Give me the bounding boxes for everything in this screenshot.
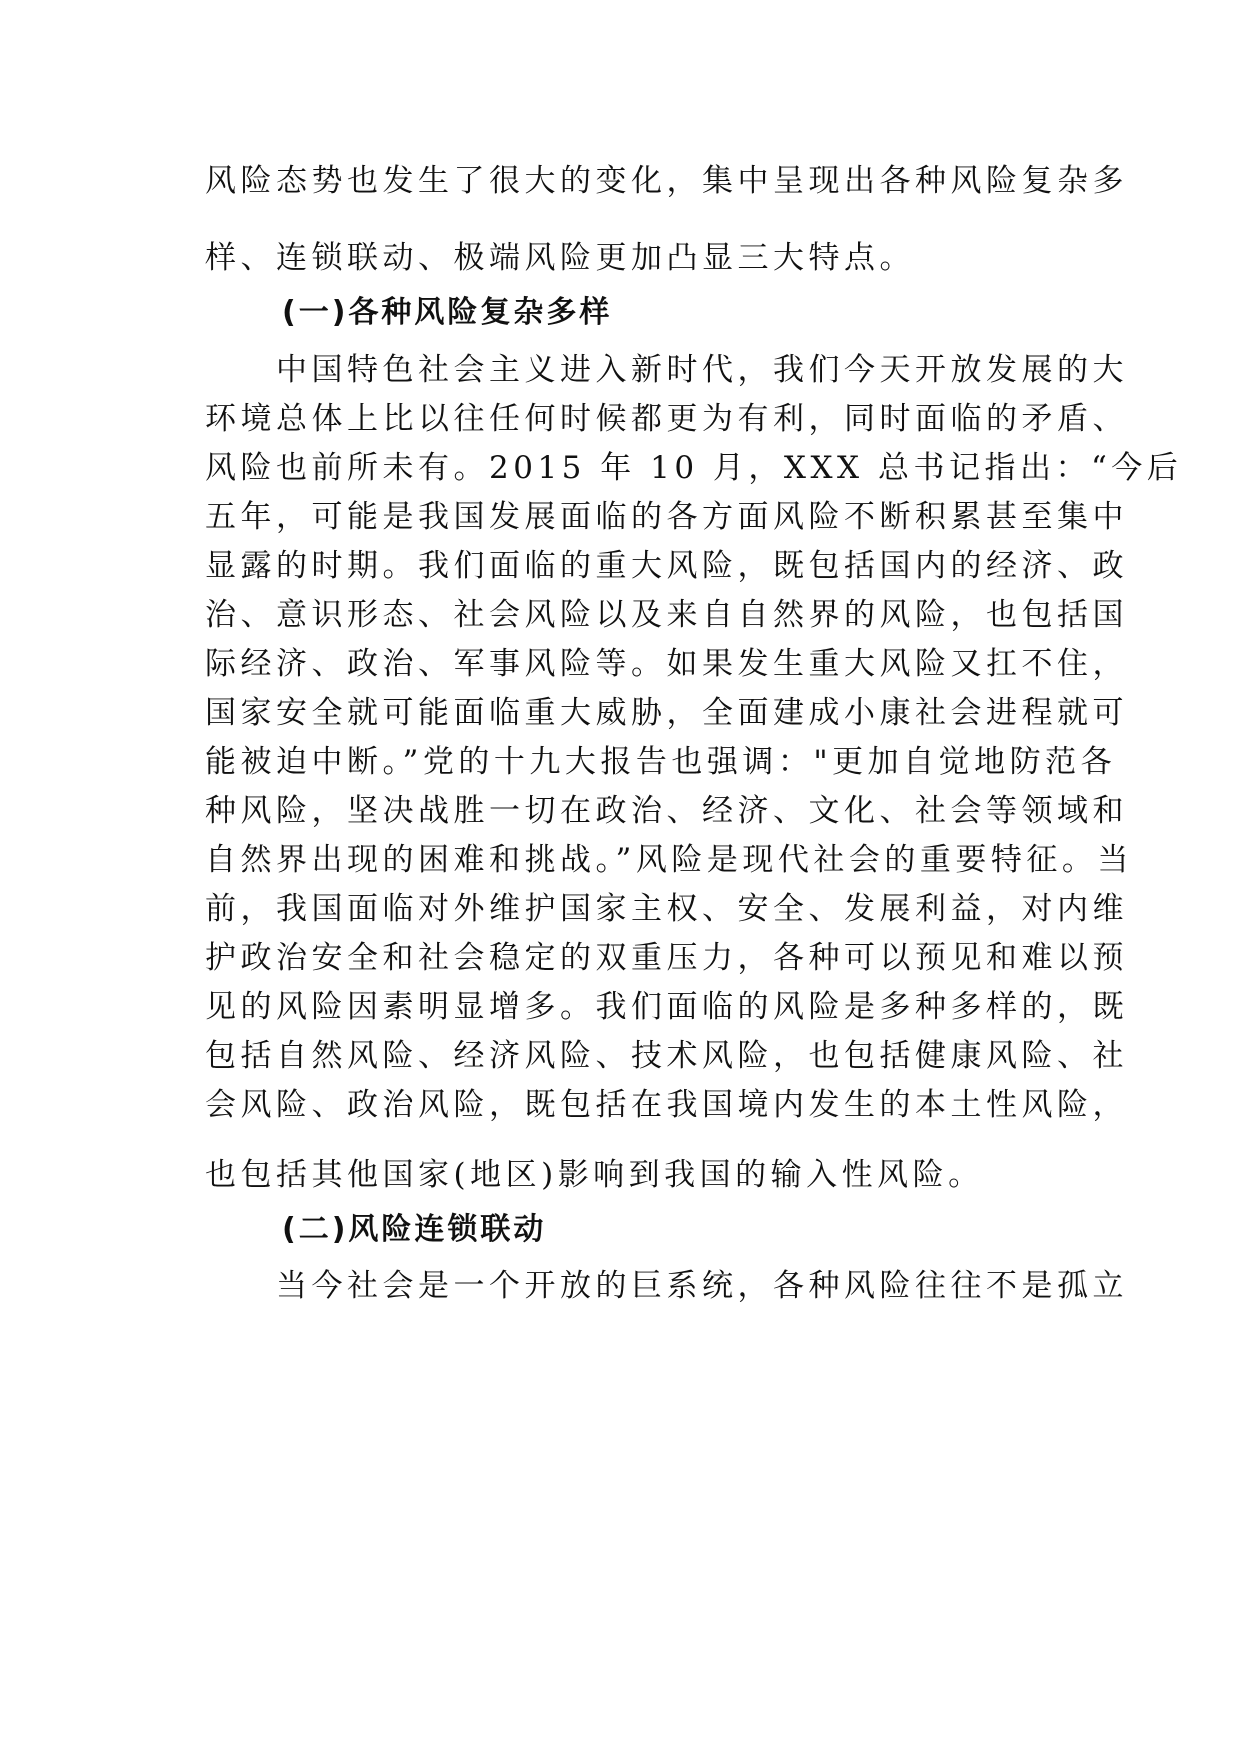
- section-heading-1: (一)各种风险复杂多样: [282, 295, 613, 330]
- text-line: 际经济、政治、军事风险等。如果发生重大风险又扛不住，: [205, 646, 1128, 682]
- text-line: 也包括其他国家(地区)影响到我国的输入性风险。: [205, 1157, 984, 1193]
- text-line: 能被迫中断。”党的十九大报告也强调："更加自觉地防范各: [205, 744, 1117, 780]
- section-heading-2: (二)风险连锁联动: [282, 1212, 547, 1247]
- text-line: 种风险，坚决战胜一切在政治、经济、文化、社会等领域和: [205, 793, 1128, 829]
- text-line: 风险也前所未有。2015 年 10 月，XXX 总书记指出：“今后: [205, 450, 1183, 486]
- text-line: 当今社会是一个开放的巨系统，各种风险往往不是孤立: [205, 1268, 1128, 1304]
- text-line: 风险态势也发生了很大的变化，集中呈现出各种风险复杂多: [205, 163, 1128, 199]
- text-line: 会风险、政治风险，既包括在我国境内发生的本土性风险，: [205, 1087, 1128, 1123]
- text-line: 治、意识形态、社会风险以及来自自然界的风险，也包括国: [205, 597, 1128, 633]
- text-line: 五年，可能是我国发展面临的各方面风险不断积累甚至集中: [205, 499, 1128, 535]
- text-line: 国家安全就可能面临重大威胁，全面建成小康社会进程就可: [205, 695, 1128, 731]
- text-line: 自然界出现的困难和挑战。”风险是现代社会的重要特征。当: [205, 842, 1133, 878]
- text-line: 见的风险因素明显增多。我们面临的风险是多种多样的，既: [205, 989, 1128, 1025]
- text-line: 样、连锁联动、极端风险更加凸显三大特点。: [205, 240, 915, 276]
- text-line: 中国特色社会主义进入新时代，我们今天开放发展的大: [205, 352, 1128, 388]
- text-line: 环境总体上比以往任何时候都更为有利，同时面临的矛盾、: [205, 401, 1128, 437]
- text-line: 前，我国面临对外维护国家主权、安全、发展利益，对内维: [205, 891, 1128, 927]
- text-line: 包括自然风险、经济风险、技术风险，也包括健康风险、社: [205, 1038, 1128, 1074]
- text-line: 显露的时期。我们面临的重大风险，既包括国内的经济、政: [205, 548, 1128, 584]
- text-line: 护政治安全和社会稳定的双重压力，各种可以预见和难以预: [205, 940, 1128, 976]
